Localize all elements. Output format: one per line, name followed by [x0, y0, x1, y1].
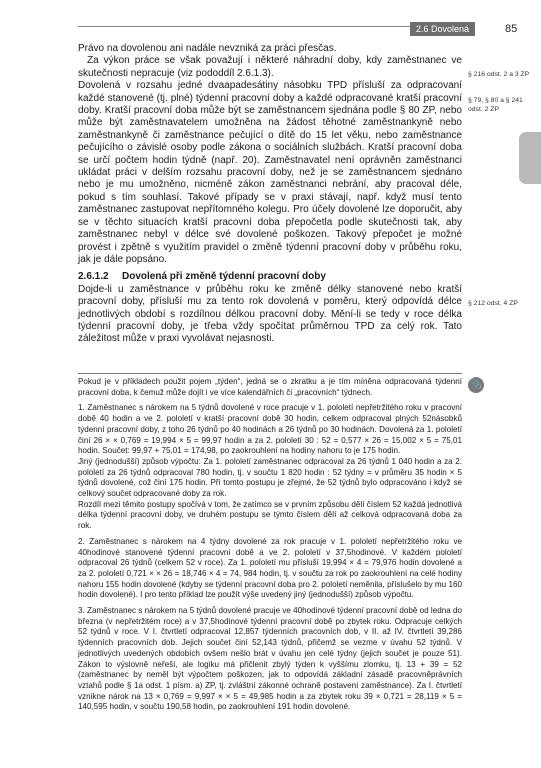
paragraph-4: Dojde-li u zaměstnance v průběhu roku ke změně délky stanovené nebo kratší pracovní doby, přísluší mu za tento rok dovolená v poměru, který odpovídá délce jednotlivých období s rozdílnou délkou pracovní doby. Mění-li se tedy v roce délka týdenní pracovní doby, je třeba vždy spočítat průměrnou TPD za celý rok. Tato záležitost může v praxi vyvolávat nejasnosti. — [78, 283, 462, 345]
chapter-label: 2.6 Dovolená — [410, 22, 475, 36]
margin-note-1: § 216 odst. 2 a 3 ZP — [468, 71, 530, 78]
header-rule — [78, 26, 444, 27]
section-title: Dovolená při změně týdenní pracovní doby — [122, 271, 326, 283]
example-1-alt: Jiný (jednodušší) způsob výpočtu: Za 1. pololetí zaměstnanec odpracoval za 26 týdnů 1 040 hodin a za 2. pololetí za 26 týdnů odpracoval 780 hodin, tj. v součtu 1 820 hodin : 52 týdny = v průměru 35 hodin × 5 týdnů dovolené, což činí 175 hodin. Při tomto postupu je zřejmé, že 52 týdnů bylo odpracováno i když se celkový součet odpracované doby za rok. — [78, 456, 462, 499]
example-1-note: Rozdíl mezi těmito postupy spočívá v tom, že zatímco se v prvním způsobu dělí číslem 52 každá jednotlivá délka týdenní pracovní doby, ve druhém postupu se týmto číslem dělí až celková odpracovaná doba za rok. — [78, 499, 462, 531]
section-heading — [78, 271, 462, 283]
running-header — [0, 0, 541, 36]
section-number: 2.6.1.2 — [78, 271, 109, 283]
example-box — [78, 373, 462, 713]
margin-note-3: § 212 odst. 4 ZP — [468, 300, 518, 307]
example-3: 3. Zaměstnanec s nárokem na 5 týdnů dovolené pracuje ve 40hodinové týdenní pracovní době od ledna do března (v nepřetržitém roce) a v 37,5hodinové týdenní pracovní době po zbytek roku. Odpracuje celkých 52 týdnů v roce. V I. čtvrtletí odpracoval 12,857 týdenních pracovních dob, v II. až IV. čtvrtletí 39,286 týdenních pracovních dob. Jejich součet činí 52,143 týdnů, přičemž se vezme v úvahu 52 týdnů. V jednotlivých uvedených obdobích ovšem nešlo brát v úvahu jen celé týdny (jejich součet je pouze 51). Zákon to výslovně neřeší, ale logiku má přičlenit zbylý týden k vyššímu zlomku, tj. 13 + 39 = 52 (zaměstnanec by neměl být výpočtem poškozen, jak to odpovídá základní zásadě pracovněprávních vztahů podle § 1a odst. 1 písm. a) ZP, tj. zvláštní zákonné ochraně postavení zaměstnance). Za I. čtvrtletí vznikne nárok na 13 × 0,769 = 9,997 × × 5 = 49,985 hodin a za zbytek roku 39 × 0,721 = 28,119 × 5 = 140,595 hodin, v součtu 190,58 hodin, po zaokrouhlení 191 hodin dovolené. — [78, 606, 462, 712]
paperclip-icon: 📎 — [468, 377, 484, 393]
box-intro: Pokud je v příkladech použit pojem „týden“, jedná se o zkratku a je tím míněna odpracovaná týdenní pracovní doba, k čemuž může dojít i ve více kalendářních či „pracovních“ týdnech. — [78, 377, 462, 397]
box-rule — [78, 373, 462, 374]
margin-note-2: § 79, § 80 a § 241 odst. 2 ZP — [468, 97, 523, 113]
example-1: 1. Zaměstnanec s nárokem na 5 týdnů dovolené v roce pracuje v 1. pololetí nepřetržitého roku v pracovní době 40 hodin a ve 2. pololetí v kratší pracovní době 30 hodin, celkem odpracoval plných 52násobků týdenní pracovní doby, z toho 26 týdnů po 40 hodinách a 26 týdnů po 30 hodinách. Dovolená za 1. pololetí činí 26 × × 0,769 = 19,994 × 5 = 99,97 hodin a za 2. pololetí 30 : 52 = 0,577 × 26 = 15,002 × 5 = 75,01 hodin. Součet: 99,97 + 75,01 = 174,98, po zaokrouhlení na hodiny nahoru to je 175 hodin. — [78, 403, 462, 456]
paragraph-2: Za výkon práce se však považují i některé náhradní doby, kdy zaměstnanec ve skutečnosti nepracuje (viz pododdíl 2.6.1.3). — [78, 55, 462, 79]
paragraph-3: Dovolená v rozsahu jedné dvaapadesátiny násobku TPD přísluší za odpracovaní každé stanovené (tj. plné) týdenní pracovní doby a každé odpracované kratší pracovní doby. Kratší pracovní doba může být se zaměstnancem sjednána podle § 80 ZP, nebo může být zaměstnavatelem umožněna na žádost těhotné zaměstnankyně nebo zaměstnankyně či zaměstnance pečující o dítě do 15 let věku, nebo zaměstnance pečujícího o závislé osoby podle zákona o sociálních službách. Kratší pracovní doba se určí počtem hodin týdně (např. 20). Zaměstnavatel není oprávněn zaměstnanci ukládat práci v delším rozsahu pracovní doby, než je se zaměstnancem sjednáno nebo je mu umožněno, nicméně zákon zaměstnanci nebrání, aby pracoval déle, pokud s tím souhlasí. Takové případy se v praxi stávají, např. když musí tento zaměstnanec zastupovat nepřítomného kolegu. Pro účely dovolené lze doporučit, aby se v těchto situacích kratší pracovní doba přepočetla podle skutečnosti tak, aby zaměstnanec nebyl v délce své dovolené poškozen. Takový přepočet je možné provést i zpětně s využitím pravidel o změně týdenní pracovní doby v průběhu roku, jak je dále popsáno. — [78, 80, 462, 265]
main-text — [78, 43, 462, 346]
page-number: 85 — [505, 23, 518, 35]
paragraph-1: Právo na dovolenou ani nadále nevzniká za práci přesčas. — [78, 43, 337, 54]
thumb-index-tab — [519, 132, 541, 184]
example-2: 2. Zaměstnanec s nárokem na 4 týdny dovolené za rok pracuje v 1. pololetí nepřetržitého roku ve 40hodinové stanovené týdenní pracovní době a ve 2. pololetí v 37,5hodinové. V každém pololetí odpracoval 26 týdnů (celkem 52 v roce). Za 1. pololetí mu přísluší 19,994 × 4 = 79,976 hodin dovolené a za 2. pololetí 0,721 × × 26 = 18,746 × 4 = 74, 984 hodin, tj. v součtu za rok po zaokrouhlení na celé hodiny nahoru 155 hodin dovolené (kdyby se týdenní pracovní doba pro 2. pololetí neměnila, příslušelo by mu 160 hodin dovolené). I pro tento příklad lze použít výše uvedený jiný (jednodušší) způsob výpočtu. — [78, 536, 462, 600]
